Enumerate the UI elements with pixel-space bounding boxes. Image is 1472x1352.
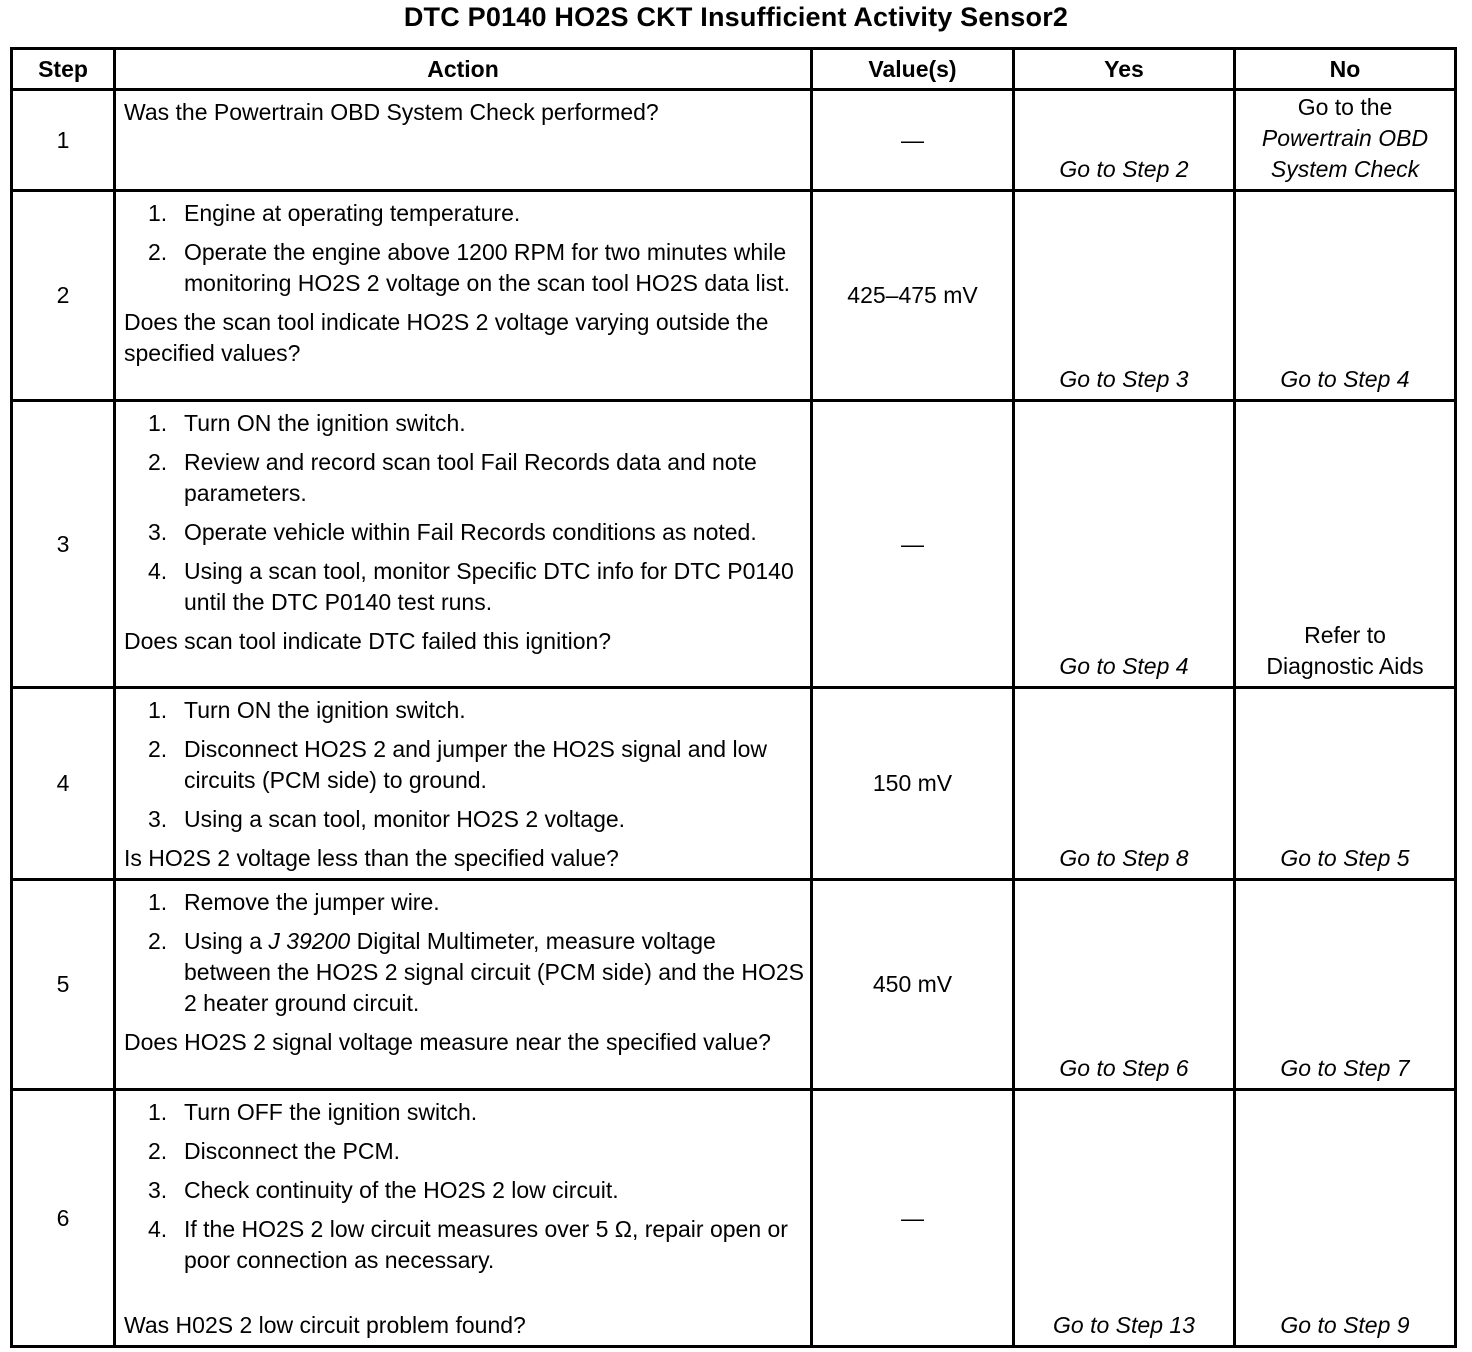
list-item: 4. Using a scan tool, monitor Specific DTC info for DTC P0140 until the DTC P0140 test runs. xyxy=(148,558,794,615)
list-item: 1. Turn OFF the ignition switch. xyxy=(148,1099,478,1125)
value-cell: 450 mV xyxy=(812,880,1014,1090)
no-cell: Go to Step 7 xyxy=(1235,880,1456,1090)
table-row xyxy=(12,401,1456,688)
no-cell xyxy=(1235,401,1456,688)
no-cell: Go to Step 5 xyxy=(1235,688,1456,880)
value-cell: 150 mV xyxy=(812,688,1014,880)
action-question: Does the scan tool indicate HO2S 2 voltage varying outside the specified values? xyxy=(124,309,769,366)
action-question: Was H02S 2 low circuit problem found? xyxy=(124,1312,526,1338)
step-number: 3 xyxy=(12,401,115,688)
table-row xyxy=(12,191,1456,401)
yes-cell: Go to Step 4 xyxy=(1014,401,1235,688)
step-number: 2 xyxy=(12,191,115,401)
list-item: 2. Disconnect HO2S 2 and jumper the HO2S signal and low circuits (PCM side) to ground. xyxy=(148,736,767,793)
value-cell: 425–475 mV xyxy=(812,191,1014,401)
table-row xyxy=(12,1090,1456,1347)
header-values: Value(s) xyxy=(812,49,1014,90)
table-row xyxy=(12,880,1456,1090)
list-item: 2. Disconnect the PCM. xyxy=(148,1138,401,1164)
no-cell: Go to Step 4 xyxy=(1235,191,1456,401)
page-title: DTC P0140 HO2S CKT Insufficient Activity Sensor2 xyxy=(403,2,1069,32)
yes-cell: Go to Step 2 xyxy=(1014,90,1235,191)
no-text-line: Refer to xyxy=(1304,622,1386,648)
action-cell xyxy=(115,880,812,1090)
no-cell: Go to Step 9 xyxy=(1235,1090,1456,1347)
list-item: 2. Using a J 39200 Digital Multimeter, measure voltage between the HO2S 2 signal circuit (PCM side) and the HO2S 2 heater ground circuit. xyxy=(148,928,805,1016)
list-item: 2. Operate the engine above 1200 RPM for two minutes while monitoring HO2S 2 voltage on the scan tool HO2S data list. xyxy=(148,239,790,296)
action-question: Does scan tool indicate DTC failed this ignition? xyxy=(124,628,612,654)
no-cell xyxy=(1235,90,1456,191)
action-steps-list xyxy=(124,198,806,299)
action-cell xyxy=(115,401,812,688)
diagnostic-table xyxy=(10,47,1457,1348)
action-steps-list xyxy=(124,408,806,618)
action-question: Is HO2S 2 voltage less than the specified value? xyxy=(124,845,619,871)
list-item: 3. Check continuity of the HO2S 2 low circuit. xyxy=(148,1177,619,1203)
header-yes: Yes xyxy=(1014,49,1235,90)
list-item: 4. If the HO2S 2 low circuit measures over 5 Ω, repair open or poor connection as necessary. xyxy=(148,1216,788,1273)
no-text-line: Powertrain OBD xyxy=(1261,125,1429,151)
list-item: 1. Engine at operating temperature. xyxy=(148,200,521,226)
header-no: No xyxy=(1235,49,1456,90)
table-header-row xyxy=(12,49,1456,90)
no-text-line: Diagnostic Aids xyxy=(1266,653,1424,679)
action-question: Was the Powertrain OBD System Check performed? xyxy=(124,99,659,125)
action-question: Does HO2S 2 signal voltage measure near the specified value? xyxy=(124,1029,771,1055)
yes-cell: Go to Step 3 xyxy=(1014,191,1235,401)
no-text-line: System Check xyxy=(1270,156,1420,182)
header-step: Step xyxy=(12,49,115,90)
step-number: 4 xyxy=(12,688,115,880)
list-item: 3. Using a scan tool, monitor HO2S 2 voltage. xyxy=(148,806,626,832)
list-item: 3. Operate vehicle within Fail Records conditions as noted. xyxy=(148,519,757,545)
no-text-line: Go to the xyxy=(1297,94,1393,120)
table-row xyxy=(12,688,1456,880)
step-number: 1 xyxy=(12,90,115,191)
list-item: 1. Remove the jumper wire. xyxy=(148,889,440,915)
action-steps-list xyxy=(124,1097,806,1276)
action-cell xyxy=(115,90,812,191)
list-item: 1. Turn ON the ignition switch. xyxy=(148,697,466,723)
header-action: Action xyxy=(115,49,812,90)
yes-cell: Go to Step 13 xyxy=(1014,1090,1235,1347)
value-cell: — xyxy=(812,90,1014,191)
step-number: 5 xyxy=(12,880,115,1090)
action-cell xyxy=(115,688,812,880)
table-row xyxy=(12,90,1456,191)
step-number: 6 xyxy=(12,1090,115,1347)
yes-cell: Go to Step 6 xyxy=(1014,880,1235,1090)
value-cell: — xyxy=(812,401,1014,688)
list-item: 1. Turn ON the ignition switch. xyxy=(148,410,466,436)
value-cell: — xyxy=(812,1090,1014,1347)
action-steps-list xyxy=(124,887,806,1019)
yes-cell: Go to Step 8 xyxy=(1014,688,1235,880)
action-cell xyxy=(115,191,812,401)
tool-number: J 39200 xyxy=(268,928,351,954)
list-item: 2. Review and record scan tool Fail Records data and note parameters. xyxy=(148,449,757,506)
action-steps-list xyxy=(124,695,806,835)
action-cell xyxy=(115,1090,812,1347)
